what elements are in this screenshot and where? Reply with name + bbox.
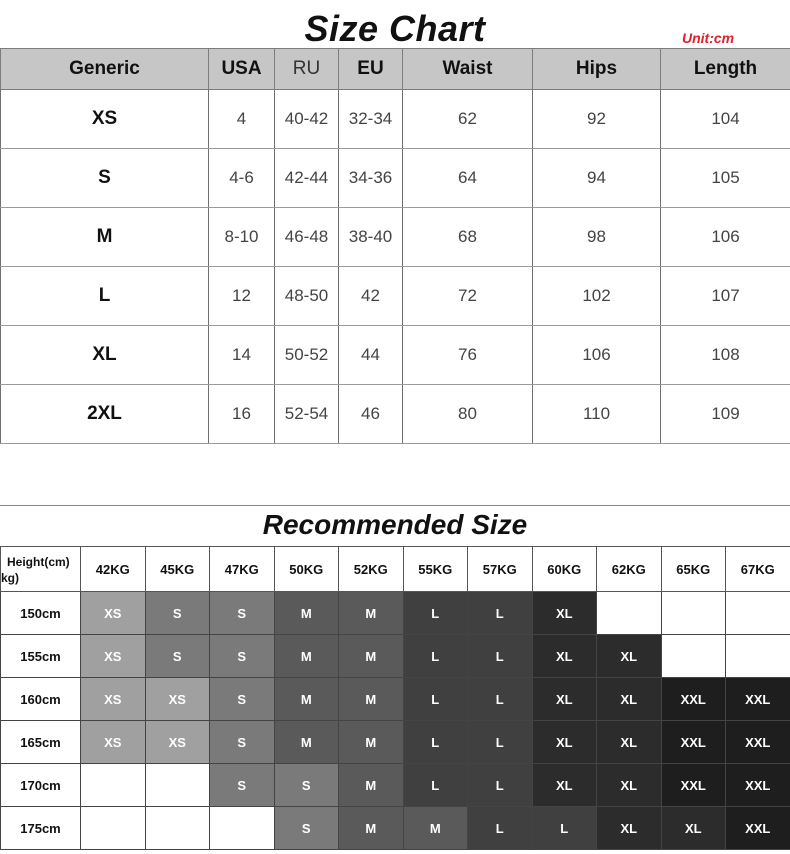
recommended-size-cell: XS (81, 635, 146, 678)
table-row (1, 807, 790, 850)
size-label-cell: XL (1, 326, 209, 385)
height-label-cell: 170cm (1, 764, 81, 807)
table-cell: 105 (661, 149, 790, 208)
recommended-size-cell: L (403, 764, 468, 807)
recommended-size-cell: S (274, 764, 339, 807)
recommended-size-cell: M (339, 678, 404, 721)
table-cell: 16 (209, 385, 275, 444)
weight-header: 52KG (339, 547, 404, 592)
recommended-size-cell: M (274, 721, 339, 764)
size-chart-header-row (1, 49, 790, 90)
section-divider (0, 505, 790, 506)
recommended-size-cell: XS (81, 678, 146, 721)
table-cell: 92 (533, 90, 661, 149)
recommended-size-cell (661, 635, 726, 678)
recommended-size-cell (210, 807, 275, 850)
recommended-size-cell: S (145, 635, 210, 678)
table-cell: 107 (661, 267, 790, 326)
recommended-size-cell: M (339, 635, 404, 678)
recommended-size-cell: XL (532, 592, 597, 635)
weight-header: 65KG (661, 547, 726, 592)
weight-header: 57KG (468, 547, 533, 592)
recommended-size-cell: S (145, 592, 210, 635)
recommended-size-cell: S (274, 807, 339, 850)
table-cell: 80 (403, 385, 533, 444)
recommended-size-cell (726, 592, 790, 635)
table-cell: 106 (661, 208, 790, 267)
table-cell: 4 (209, 90, 275, 149)
recommended-size-cell: XL (597, 764, 662, 807)
table-cell: 52-54 (275, 385, 339, 444)
unit-label: Unit:cm (682, 30, 735, 46)
table-cell: 12 (209, 267, 275, 326)
recommended-size-cell: XXL (661, 721, 726, 764)
recommended-size-cell: L (532, 807, 597, 850)
table-cell: 76 (403, 326, 533, 385)
table-cell: 4-6 (209, 149, 275, 208)
column-header: Generic (1, 49, 209, 90)
table-row (1, 678, 790, 721)
table-cell: 64 (403, 149, 533, 208)
recommended-size-cell: XL (532, 764, 597, 807)
table-cell: 14 (209, 326, 275, 385)
height-label-cell: 165cm (1, 721, 81, 764)
height-weight-corner (1, 547, 81, 592)
column-header: USA (209, 49, 275, 90)
recommended-size-cell: XS (145, 678, 210, 721)
recommended-size-cell: M (274, 635, 339, 678)
size-chart-table (0, 48, 790, 444)
recommended-size-cell: XL (532, 678, 597, 721)
column-header: RU (275, 49, 339, 90)
recommended-size-cell: XXL (726, 678, 790, 721)
recommended-size-cell: M (339, 764, 404, 807)
recommended-size-cell (145, 807, 210, 850)
recommended-size-cell (145, 764, 210, 807)
recommended-size-cell: S (210, 635, 275, 678)
recommended-size-cell: M (339, 721, 404, 764)
recommended-size-cell: XL (597, 678, 662, 721)
recommended-size-cell: XXL (661, 678, 726, 721)
table-cell: 48-50 (275, 267, 339, 326)
table-row (1, 149, 790, 208)
size-label-cell: L (1, 267, 209, 326)
weight-header: 47KG (210, 547, 275, 592)
recommended-size-cell: L (403, 721, 468, 764)
recommended-size-cell: L (468, 807, 533, 850)
recommended-size-cell: XL (597, 807, 662, 850)
recommended-size-cell (81, 764, 146, 807)
recommended-size-cell: M (274, 592, 339, 635)
corner-height-label: Height(cm) (7, 555, 70, 569)
recommended-size-cell: XXL (661, 764, 726, 807)
recommended-size-cell: L (403, 678, 468, 721)
recommended-size-cell: S (210, 678, 275, 721)
corner-weight-label: kg) (1, 571, 19, 585)
recommended-size-title: Recommended Size (262, 509, 528, 540)
size-label-cell: M (1, 208, 209, 267)
recommended-size-cell (661, 592, 726, 635)
recommended-size-cell: XXL (726, 764, 790, 807)
recommended-size-cell (597, 592, 662, 635)
table-cell: 104 (661, 90, 790, 149)
recommended-size-cell (81, 807, 146, 850)
table-cell: 40-42 (275, 90, 339, 149)
recommended-size-cell: S (210, 592, 275, 635)
recommended-size-cell: M (339, 592, 404, 635)
recommended-size-cell: M (403, 807, 468, 850)
recommended-size-cell: XS (145, 721, 210, 764)
weight-header: 50KG (274, 547, 339, 592)
table-row (1, 267, 790, 326)
recommended-size-cell: XL (532, 635, 597, 678)
size-label-cell: 2XL (1, 385, 209, 444)
recommended-size-cell: L (468, 764, 533, 807)
table-cell: 46-48 (275, 208, 339, 267)
table-cell: 8-10 (209, 208, 275, 267)
table-cell: 44 (339, 326, 403, 385)
recommended-size-cell: XS (81, 592, 146, 635)
weight-header: 60KG (532, 547, 597, 592)
recommended-size-cell: L (468, 721, 533, 764)
recommended-size-cell: L (468, 678, 533, 721)
column-header: Waist (403, 49, 533, 90)
table-cell: 32-34 (339, 90, 403, 149)
table-cell: 98 (533, 208, 661, 267)
table-cell: 38-40 (339, 208, 403, 267)
table-cell: 106 (533, 326, 661, 385)
table-cell: 68 (403, 208, 533, 267)
weight-header: 67KG (726, 547, 790, 592)
table-cell: 34-36 (339, 149, 403, 208)
column-header: Hips (533, 49, 661, 90)
recommended-size-cell: S (210, 764, 275, 807)
table-cell: 94 (533, 149, 661, 208)
table-row (1, 385, 790, 444)
recommended-size-cell: M (339, 807, 404, 850)
height-label-cell: 155cm (1, 635, 81, 678)
table-cell: 108 (661, 326, 790, 385)
weight-header: 62KG (597, 547, 662, 592)
weight-header: 45KG (145, 547, 210, 592)
table-cell: 42 (339, 267, 403, 326)
height-label-cell: 150cm (1, 592, 81, 635)
height-label-cell: 160cm (1, 678, 81, 721)
size-chart-title: Size Chart (304, 8, 486, 49)
recommended-size-cell: XXL (726, 807, 790, 850)
weight-header: 42KG (81, 547, 146, 592)
weight-header-row (1, 547, 790, 592)
recommended-size-cell: L (468, 635, 533, 678)
size-label-cell: XS (1, 90, 209, 149)
table-cell: 72 (403, 267, 533, 326)
recommended-size-cell: XL (597, 721, 662, 764)
recommended-size-cell (726, 635, 790, 678)
column-header: Length (661, 49, 790, 90)
recommended-size-cell: M (274, 678, 339, 721)
recommended-size-cell: L (468, 592, 533, 635)
table-row (1, 635, 790, 678)
table-cell: 109 (661, 385, 790, 444)
recommended-size-cell: L (403, 635, 468, 678)
table-row (1, 208, 790, 267)
table-cell: 62 (403, 90, 533, 149)
weight-header: 55KG (403, 547, 468, 592)
recommended-size-cell: XL (532, 721, 597, 764)
table-cell: 102 (533, 267, 661, 326)
table-cell: 110 (533, 385, 661, 444)
table-row (1, 90, 790, 149)
recommended-size-cell: XXL (726, 721, 790, 764)
recommended-size-cell: L (403, 592, 468, 635)
recommended-size-table (0, 546, 790, 850)
table-row (1, 592, 790, 635)
recommended-size-cell: S (210, 721, 275, 764)
table-cell: 42-44 (275, 149, 339, 208)
table-row (1, 326, 790, 385)
table-row (1, 721, 790, 764)
recommended-size-cell: XL (597, 635, 662, 678)
height-label-cell: 175cm (1, 807, 81, 850)
table-cell: 50-52 (275, 326, 339, 385)
table-cell: 46 (339, 385, 403, 444)
column-header: EU (339, 49, 403, 90)
recommended-size-cell: XL (661, 807, 726, 850)
table-row (1, 764, 790, 807)
size-label-cell: S (1, 149, 209, 208)
recommended-size-cell: XS (81, 721, 146, 764)
